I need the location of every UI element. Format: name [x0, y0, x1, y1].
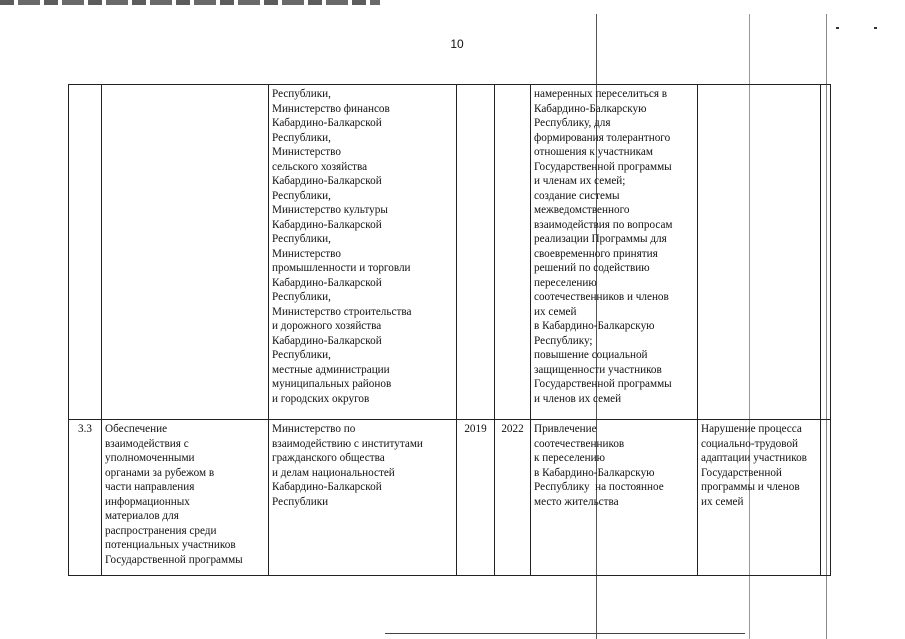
executors-line: Кабардино-Балкарской — [272, 481, 382, 493]
row-number-cell: 3.3 — [69, 420, 102, 576]
result-line: взаимодействия по вопросам — [534, 218, 673, 231]
executors-line: Министерство — [272, 247, 341, 260]
result-line: и членам их семей; — [534, 175, 626, 187]
result-line: место жительства — [534, 495, 619, 508]
result-line: решений по содействию — [534, 262, 650, 274]
start-year-cell — [457, 85, 495, 420]
consequences-line: Нарушение процесса — [701, 423, 802, 435]
executors-line: местные администрации — [272, 363, 390, 376]
result-line: защищенности участников — [534, 363, 662, 376]
extra-cell — [821, 420, 831, 576]
executors-line: муниципальных районов — [272, 378, 392, 390]
result-line: Республику; — [534, 334, 593, 347]
consequences-line: их семей — [701, 495, 744, 508]
executors-line: Кабардино-Балкарской — [272, 117, 382, 129]
result-line: в Кабардино-Балкарскую — [534, 466, 655, 479]
executors-line: Республики — [272, 495, 329, 508]
result-line: создание системы — [534, 189, 620, 202]
scan-artifact-dot — [874, 27, 877, 29]
executors-line: Кабардино-Балкарской — [272, 334, 382, 347]
executors-line: Кабардино-Балкарской — [272, 175, 382, 187]
consequences-line: Государственной — [701, 466, 782, 479]
executors-line: Кабардино-Балкарской — [272, 218, 382, 231]
executors-line: Республики, — [272, 131, 331, 144]
program-table — [68, 84, 831, 576]
measure-line: Государственной программы — [105, 553, 243, 566]
executors-line: Министерство строительства — [272, 305, 412, 318]
measure-line: информационных — [105, 495, 190, 508]
result-line: Кабардино-Балкарскую — [534, 102, 647, 115]
measure-line: органами за рубежом в — [105, 466, 215, 479]
result-line: отношения к участникам — [534, 146, 653, 158]
result-line: соотечественников и членов — [534, 291, 669, 303]
executors-line: и делам национальностей — [272, 466, 395, 479]
executors-line: Министерство культуры — [272, 204, 388, 216]
executors-line: и городских округов — [272, 392, 370, 405]
result-line: Государственной программы — [534, 378, 672, 390]
executors-line: и дорожного хозяйства — [272, 320, 382, 332]
executors-line: промышленности и торговли — [272, 262, 411, 274]
executors-line: Республики, — [272, 88, 331, 100]
consequences-line: адаптации участников — [701, 452, 807, 464]
measure-line: потенциальных участников — [105, 539, 236, 551]
result-line: формирования толерантного — [534, 131, 671, 144]
end-year-cell: 2022 — [495, 420, 531, 576]
executors-line: Республики, — [272, 291, 331, 303]
start-year-cell: 2019 — [457, 420, 495, 576]
scan-artifact-top — [0, 0, 380, 5]
executors-cell — [269, 85, 457, 420]
result-line: Государственной программы — [534, 160, 672, 173]
measure-line: уполномоченными — [105, 452, 195, 464]
result-line: и членов их семей — [534, 392, 622, 405]
measure-line: Обеспечение — [105, 423, 168, 435]
executors-line: Республики, — [272, 189, 331, 202]
executors-line: Министерство по — [272, 423, 356, 435]
page-number: 10 — [450, 37, 464, 51]
executors-line: Республики, — [272, 233, 331, 245]
result-line: Республику, для — [534, 117, 611, 129]
result-line: в Кабардино-Балкарскую — [534, 320, 655, 332]
measure-line: материалов для — [105, 510, 179, 522]
result-line: к переселению — [534, 452, 605, 464]
consequences-cell — [698, 85, 821, 420]
scan-artifact-dot — [836, 27, 839, 29]
result-line: межведомственного — [534, 204, 630, 216]
result-cell — [531, 85, 698, 420]
measure-line: взаимодействия с — [105, 437, 189, 450]
executors-line: Министерство — [272, 146, 341, 158]
executors-line: сельского хозяйства — [272, 160, 368, 173]
executors-line: взаимодействию с институтами — [272, 437, 423, 450]
result-line: реализации Программы для — [534, 233, 667, 245]
result-line: повышение социальной — [534, 349, 648, 361]
measure-line: части направления — [105, 481, 195, 493]
consequences-cell — [698, 420, 821, 576]
table-row — [69, 420, 831, 576]
measure-cell — [102, 420, 269, 576]
result-line: намеренных переселиться в — [534, 88, 668, 100]
executors-line: Республики, — [272, 349, 331, 361]
executors-line: Кабардино-Балкарской — [272, 276, 382, 289]
executors-cell — [269, 420, 457, 576]
end-year-cell — [495, 85, 531, 420]
table-row — [69, 85, 831, 420]
executors-line: Министерство финансов — [272, 102, 390, 115]
result-line: соотечественников — [534, 437, 625, 450]
measure-line: распространения среди — [105, 524, 217, 537]
extra-cell — [821, 85, 831, 420]
consequences-line: программы и членов — [701, 481, 800, 493]
executors-line: гражданского общества — [272, 452, 385, 464]
row-number-cell — [69, 85, 102, 420]
result-line: своевременного принятия — [534, 247, 658, 260]
result-line: Республику на постоянное — [534, 481, 664, 493]
result-cell — [531, 420, 698, 576]
result-line: переселению — [534, 276, 597, 289]
result-line: их семей — [534, 305, 577, 318]
measure-cell — [102, 85, 269, 420]
consequences-line: социально-трудовой — [701, 437, 799, 450]
scan-artifact-line — [385, 633, 745, 634]
result-line: Привлечение — [534, 423, 597, 435]
